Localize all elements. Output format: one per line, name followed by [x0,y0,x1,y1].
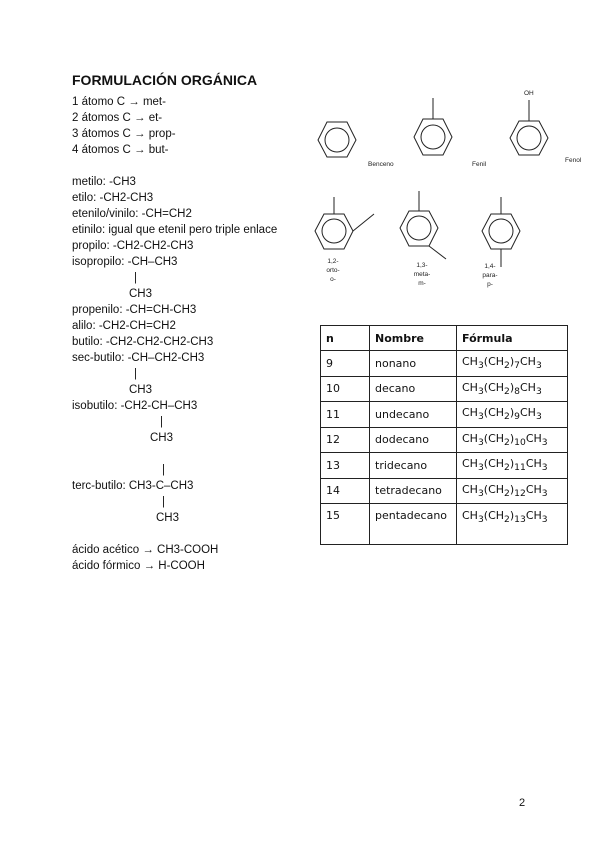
cell-n: 12 [321,427,370,453]
cell-name: undecano [370,402,457,428]
formula-part: CH [519,380,536,394]
prefix-line: 1 átomo C → met- [72,96,166,108]
formula-part: ) [509,482,515,496]
formula-subscript: 3 [477,411,484,423]
radical-metilo: metilo: -CH3 [72,176,136,188]
formula-part: CH [519,406,536,420]
formula-subscript: 8 [514,385,520,397]
formula-part: CH [519,355,536,369]
formula-subscript: 2 [504,436,510,448]
label-para: para- [482,272,498,279]
label-orto: orto- [326,267,340,274]
cell-name: tetradecano [370,478,457,504]
benzene-ring [318,122,356,157]
formula-part: CH [462,380,478,394]
formula-part: CH [525,509,542,523]
label-orto: 1,2- [327,258,339,265]
formula-part: ) [509,380,515,394]
label-benceno: Benceno [368,161,394,168]
formula-part: ) [509,355,515,369]
label-meta: m- [418,280,426,287]
table-row [321,478,568,504]
formula-subscript: 3 [541,487,548,499]
prefix-line: 4 átomos C → but- [72,144,169,156]
formula-subscript: 2 [504,411,510,423]
column-header-n: n [321,326,370,351]
formula-subscript: 7 [514,360,520,372]
radical-isobutilo: isobutilo: -CH2-CH–CH3 [72,400,198,412]
formula-subscript: 11 [514,462,526,474]
formula-part: CH [462,431,478,445]
formula-part: CH [525,482,542,496]
phenol-ring [510,100,548,155]
label-meta: 1,3- [416,262,428,269]
formula-part: CH [462,457,478,471]
formula-subscript: 3 [477,462,484,474]
cell-name: tridecano [370,453,457,479]
formula-subscript: 3 [477,360,484,372]
page-title: FORMULACIÓN ORGÁNICA [72,72,258,88]
formula-subscript: 3 [541,462,548,474]
formula-subscript: 3 [541,436,548,448]
formula-part: (CH [483,355,505,369]
cell-name: nonano [370,351,457,377]
cell-formula [457,351,568,377]
bond-bar: | [162,496,165,508]
label-fenil: Fenil [472,161,487,168]
formula-subscript: 13 [514,514,526,526]
formula-part: CH [462,509,478,523]
table-row [321,402,568,428]
cell-n: 9 [321,351,370,377]
cell-n: 13 [321,453,370,479]
formula-part: CH [462,406,478,420]
prefix-line: 2 átomos C → et- [72,112,163,124]
radical-alilo: alilo: -CH2-CH=CH2 [72,320,176,332]
formula-subscript: 3 [535,385,542,397]
cell-n: 15 [321,504,370,545]
formula-part: ) [509,431,515,445]
cell-name: dodecano [370,427,457,453]
formula-subscript: 2 [504,462,510,474]
label-meta: meta- [413,271,431,278]
cell-n: 10 [321,376,370,402]
formula-part: CH [462,355,478,369]
formula-part: ) [509,457,515,471]
formula-part: (CH [483,406,505,420]
cell-n: 14 [321,478,370,504]
radical-etilo: etilo: -CH2-CH3 [72,192,154,204]
benzene-structures-figure [300,85,600,305]
table-row [321,376,568,402]
radical-propilo: propilo: -CH2-CH2-CH3 [72,240,194,252]
formula-subscript: 3 [535,360,542,372]
formula-subscript: 9 [514,411,520,423]
table-header-row [321,326,568,351]
formula-subscript: 3 [541,514,548,526]
phenyl-ring [414,98,452,155]
formula-part: (CH [483,431,505,445]
formula-subscript: 3 [477,514,484,526]
acid-line: ácido fórmico → H-COOH [72,560,205,572]
formula-subscript: 3 [477,487,484,499]
para-ring [482,197,520,267]
formula-subscript: 3 [477,385,484,397]
formula-subscript: 10 [514,436,526,448]
radical-substituent: CH3 [150,432,174,444]
formula-part: CH [462,482,478,496]
cell-formula [457,402,568,428]
cell-formula [457,376,568,402]
radical-etenilo: etenilo/vinilo: -CH=CH2 [72,208,192,220]
table-row [321,504,568,545]
formula-subscript: 3 [477,436,484,448]
table-row [321,453,568,479]
label-para: 1,4- [484,263,496,270]
acid-line: ácido acético → CH3-COOH [72,544,219,556]
table-row [321,351,568,377]
formula-part: (CH [483,482,505,496]
prefix-line: 3 átomos C → prop- [72,128,176,140]
formula-subscript: 2 [504,360,510,372]
cell-formula [457,453,568,479]
radical-butilo: butilo: -CH2-CH2-CH2-CH3 [72,336,214,348]
radical-etinilo: etinilo: igual que etenil pero triple enlace [72,224,278,236]
column-header-nombre: Nombre [370,326,457,351]
label-fenol: Fenol [565,157,582,164]
table-row [321,427,568,453]
label-oh: OH [524,90,534,97]
cell-formula [457,427,568,453]
cell-formula [457,478,568,504]
bond-bar: | [134,368,137,380]
formula-part: ) [509,509,515,523]
formula-part: ) [509,406,515,420]
cell-name: pentadecano [370,504,457,545]
page-number: 2 [519,797,526,809]
formula-subscript: 12 [514,487,526,499]
alkane-table [320,325,568,545]
column-header-formula: Fórmula [457,326,568,351]
label-orto: o- [330,276,336,283]
radical-isopropilo: isopropilo: -CH–CH3 [72,256,178,268]
radical-substituent: CH3 [156,512,180,524]
formula-part: (CH [483,380,505,394]
formula-subscript: 2 [504,385,510,397]
bond-bar: | [134,272,137,284]
formula-subscript: 2 [504,514,510,526]
meta-ring [400,191,446,259]
cell-n: 11 [321,402,370,428]
ortho-ring [315,197,374,249]
radical-propenilo: propenilo: -CH=CH-CH3 [72,304,197,316]
formula-part: (CH [483,509,505,523]
bond-bar: | [162,464,165,476]
bond-bar: | [160,416,163,428]
formula-part: CH [525,431,542,445]
radical-tercbutilo: terc-butilo: CH3-C–CH3 [72,480,194,492]
cell-formula [457,504,568,545]
formula-subscript: 2 [504,487,510,499]
radical-secbutilo: sec-butilo: -CH–CH2-CH3 [72,352,205,364]
label-para: p- [487,281,493,288]
formula-part: (CH [483,457,505,471]
formula-part: CH [525,457,542,471]
radical-substituent: CH3 [129,288,153,300]
radical-substituent: CH3 [129,384,153,396]
cell-name: decano [370,376,457,402]
formula-subscript: 3 [535,411,542,423]
